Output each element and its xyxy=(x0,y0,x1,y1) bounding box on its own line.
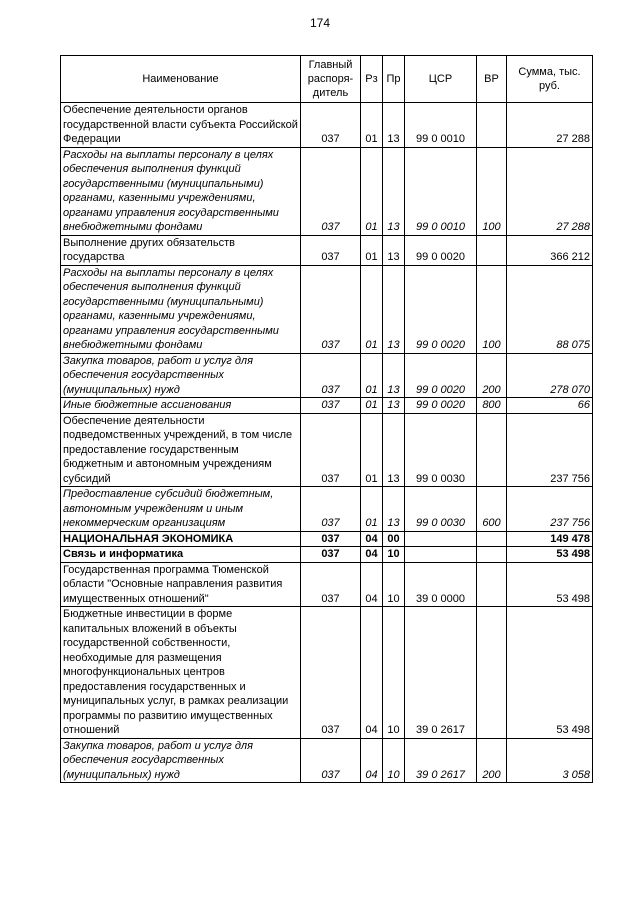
table-row xyxy=(61,487,593,532)
cell-rz: 01 xyxy=(361,398,383,414)
cell-csr: 99 0 0010 xyxy=(405,147,477,235)
page-number: 174 xyxy=(309,16,331,30)
cell-name: Связь и информатика xyxy=(61,547,301,563)
cell-vr: 100 xyxy=(477,265,507,353)
cell-rz: 04 xyxy=(361,547,383,563)
cell-sum: 53 498 xyxy=(507,547,593,563)
cell-pr: 13 xyxy=(383,147,405,235)
table-row xyxy=(61,235,593,265)
cell-glavny: 037 xyxy=(301,562,361,607)
cell-csr: 39 0 2617 xyxy=(405,607,477,739)
cell-vr xyxy=(477,547,507,563)
cell-name: Государственная программа Тюменской области "Основные направления развития имущественных отношений" xyxy=(61,562,301,607)
cell-glavny: 037 xyxy=(301,265,361,353)
cell-vr: 200 xyxy=(477,738,507,783)
cell-pr: 10 xyxy=(383,607,405,739)
cell-sum: 27 288 xyxy=(507,103,593,148)
table-row xyxy=(61,607,593,739)
table-header-row xyxy=(61,56,593,103)
cell-glavny: 037 xyxy=(301,103,361,148)
cell-rz: 04 xyxy=(361,738,383,783)
cell-name: Предоставление субсидий бюджетным, автономным учреждениям и иным некоммерческим организациям xyxy=(61,487,301,532)
cell-rz: 01 xyxy=(361,147,383,235)
cell-rz: 01 xyxy=(361,103,383,148)
table-row xyxy=(61,265,593,353)
table-row xyxy=(61,147,593,235)
table-row xyxy=(61,413,593,487)
header-glavny: Главный распоря-дитель xyxy=(301,56,361,103)
cell-vr xyxy=(477,562,507,607)
header-rz: Рз xyxy=(361,56,383,103)
cell-glavny: 037 xyxy=(301,547,361,563)
cell-glavny: 037 xyxy=(301,353,361,398)
cell-csr xyxy=(405,547,477,563)
cell-csr: 99 0 0030 xyxy=(405,413,477,487)
cell-rz: 04 xyxy=(361,531,383,547)
cell-name: Выполнение других обязательств государства xyxy=(61,235,301,265)
cell-name: Иные бюджетные ассигнования xyxy=(61,398,301,414)
budget-table xyxy=(60,55,593,783)
cell-rz: 01 xyxy=(361,235,383,265)
cell-sum: 237 756 xyxy=(507,413,593,487)
cell-rz: 04 xyxy=(361,562,383,607)
cell-vr: 200 xyxy=(477,353,507,398)
table-row xyxy=(61,547,593,563)
cell-glavny: 037 xyxy=(301,607,361,739)
cell-sum: 149 478 xyxy=(507,531,593,547)
cell-sum: 366 212 xyxy=(507,235,593,265)
table-row xyxy=(61,562,593,607)
cell-vr: 800 xyxy=(477,398,507,414)
cell-vr xyxy=(477,607,507,739)
cell-csr: 99 0 0010 xyxy=(405,103,477,148)
cell-pr: 13 xyxy=(383,235,405,265)
cell-pr: 13 xyxy=(383,353,405,398)
cell-pr: 13 xyxy=(383,413,405,487)
header-name: Наименование xyxy=(61,56,301,103)
cell-glavny: 037 xyxy=(301,413,361,487)
cell-name: НАЦИОНАЛЬНАЯ ЭКОНОМИКА xyxy=(61,531,301,547)
cell-glavny: 037 xyxy=(301,531,361,547)
cell-name: Закупка товаров, работ и услуг для обеспечения государственных (муниципальных) нужд xyxy=(61,738,301,783)
table-body xyxy=(61,103,593,783)
cell-pr: 13 xyxy=(383,487,405,532)
cell-csr: 99 0 0020 xyxy=(405,353,477,398)
cell-vr xyxy=(477,103,507,148)
cell-csr: 99 0 0020 xyxy=(405,398,477,414)
cell-csr: 99 0 0020 xyxy=(405,235,477,265)
header-sum: Сумма, тыс. руб. xyxy=(507,56,593,103)
cell-glavny: 037 xyxy=(301,147,361,235)
cell-glavny: 037 xyxy=(301,738,361,783)
header-pr: Пр xyxy=(383,56,405,103)
cell-pr: 00 xyxy=(383,531,405,547)
cell-name: Расходы на выплаты персоналу в целях обеспечения выполнения функций государственными (муниципальными) органами, казенными учреждениями, органами управления государственными внебюджетными фондами xyxy=(61,265,301,353)
cell-pr: 10 xyxy=(383,547,405,563)
cell-name: Обеспечение деятельности органов государственной власти субъекта Российской Федерации xyxy=(61,103,301,148)
cell-rz: 01 xyxy=(361,413,383,487)
cell-pr: 13 xyxy=(383,265,405,353)
table-row xyxy=(61,531,593,547)
cell-csr: 39 0 0000 xyxy=(405,562,477,607)
cell-csr: 99 0 0030 xyxy=(405,487,477,532)
cell-glavny: 037 xyxy=(301,398,361,414)
cell-sum: 66 xyxy=(507,398,593,414)
header-csr: ЦСР xyxy=(405,56,477,103)
cell-pr: 10 xyxy=(383,738,405,783)
cell-rz: 04 xyxy=(361,607,383,739)
cell-pr: 10 xyxy=(383,562,405,607)
cell-rz: 01 xyxy=(361,265,383,353)
cell-glavny: 037 xyxy=(301,235,361,265)
cell-sum: 88 075 xyxy=(507,265,593,353)
cell-sum: 3 058 xyxy=(507,738,593,783)
table-row xyxy=(61,103,593,148)
cell-rz: 01 xyxy=(361,487,383,532)
cell-vr: 100 xyxy=(477,147,507,235)
cell-pr: 13 xyxy=(383,103,405,148)
cell-name: Закупка товаров, работ и услуг для обеспечения государственных (муниципальных) нужд xyxy=(61,353,301,398)
cell-vr xyxy=(477,235,507,265)
cell-sum: 237 756 xyxy=(507,487,593,532)
cell-name: Расходы на выплаты персоналу в целях обеспечения выполнения функций государственными (муниципальными) органами, казенными учреждениями, органами управления государственными внебюджетными фондами xyxy=(61,147,301,235)
cell-vr: 600 xyxy=(477,487,507,532)
header-vr: ВР xyxy=(477,56,507,103)
cell-csr: 99 0 0020 xyxy=(405,265,477,353)
cell-csr: 39 0 2617 xyxy=(405,738,477,783)
cell-sum: 278 070 xyxy=(507,353,593,398)
cell-csr xyxy=(405,531,477,547)
cell-pr: 13 xyxy=(383,398,405,414)
cell-glavny: 037 xyxy=(301,487,361,532)
cell-vr xyxy=(477,531,507,547)
table-row xyxy=(61,738,593,783)
table-row xyxy=(61,353,593,398)
cell-sum: 53 498 xyxy=(507,607,593,739)
cell-vr xyxy=(477,413,507,487)
cell-name: Обеспечение деятельности подведомственных учреждений, в том числе предоставление государственным бюджетным и автономным учреждениям субсидий xyxy=(61,413,301,487)
cell-rz: 01 xyxy=(361,353,383,398)
cell-sum: 27 288 xyxy=(507,147,593,235)
cell-name: Бюджетные инвестиции в форме капитальных вложений в объекты государственной собственности, необходимые для размещения многофункциональных центров предоставления государственных и муниципальных услуг, в рамках реализации программы по развитию имущественных отношений xyxy=(61,607,301,739)
cell-sum: 53 498 xyxy=(507,562,593,607)
table-row xyxy=(61,398,593,414)
